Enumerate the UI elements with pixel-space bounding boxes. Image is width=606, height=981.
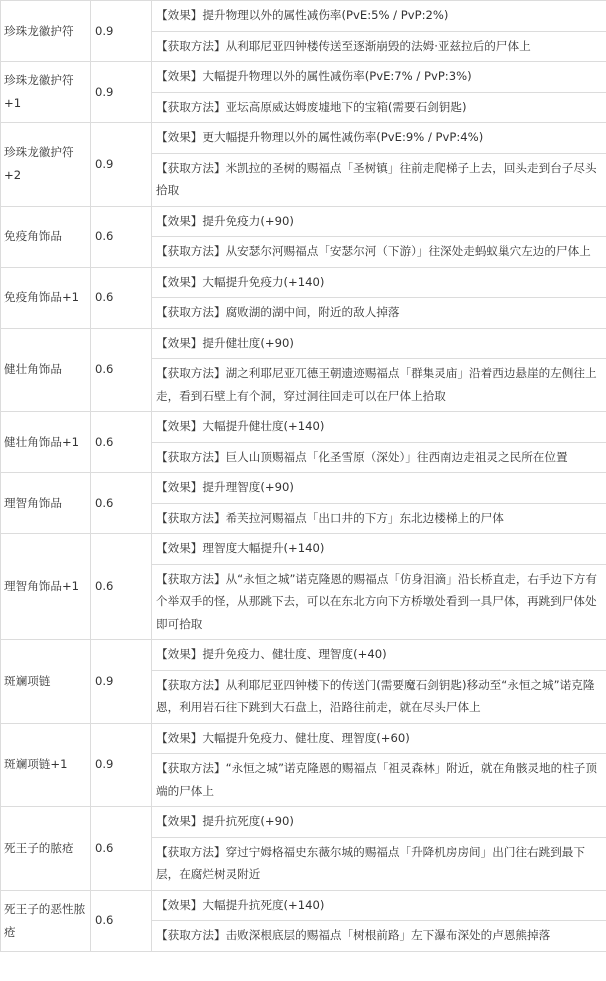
item-name-cell: 免疫角饰品: [1, 206, 91, 267]
obtain-method-cell: 【获取方法】亚坛高原威达姆废墟地下的宝箱(需要石剑钥匙): [152, 92, 606, 123]
item-weight-cell: 0.6: [91, 206, 152, 267]
item-weight-cell: 0.6: [91, 412, 152, 473]
item-name-cell: 死王子的脓疮: [1, 807, 91, 891]
obtain-method-cell: 【获取方法】巨人山顶赐福点「化圣雪原（深处）」往西南边走祖灵之民所在位置: [152, 442, 606, 473]
item-weight-cell: 0.9: [91, 723, 152, 807]
table-row: [1, 412, 606, 443]
table-row: [1, 473, 606, 504]
obtain-method-cell: 【获取方法】从利耶尼亚四钟楼下的传送门(需要魔石剑钥匙)移动至“永恒之城”诺克隆恩，利用岩石往下跳到大石盘上，沿路往前走，就在尽头尸体上: [152, 670, 606, 723]
obtain-method-cell: 【获取方法】从安瑟尔河赐福点「安瑟尔河（下游）」往深处走蚂蚁巢穴左边的尸体上: [152, 237, 606, 268]
effect-cell: 【效果】提升物理以外的属性减伤率(PvE:5% / PvP:2%): [152, 1, 606, 32]
item-weight-cell: 0.9: [91, 123, 152, 207]
item-weight-cell: 0.6: [91, 534, 152, 640]
obtain-method-cell: 【获取方法】湖之利耶尼亚兀德王朝遗迹赐福点「群集灵庙」沿着西边悬崖的左侧往上走，看到石壁上有个洞，穿过洞往回走可以在尸体上拾取: [152, 359, 606, 412]
table-row: [1, 890, 606, 921]
item-name-cell: 珍珠龙徽护符+1: [1, 62, 91, 123]
item-name-cell: 健壮角饰品+1: [1, 412, 91, 473]
effect-cell: 【效果】提升抗死度(+90): [152, 807, 606, 838]
table-row: [1, 328, 606, 359]
obtain-method-cell: 【获取方法】从利耶尼亚四钟楼传送至逐渐崩毁的法姆·亚兹拉后的尸体上: [152, 31, 606, 62]
obtain-method-cell: 【获取方法】“永恒之城”诺克隆恩的赐福点「祖灵森林」附近，就在角骸灵地的柱子顶端的尸体上: [152, 754, 606, 807]
effect-cell: 【效果】提升免疫力(+90): [152, 206, 606, 237]
item-weight-cell: 0.6: [91, 890, 152, 951]
effect-cell: 【效果】大幅提升免疫力(+140): [152, 267, 606, 298]
effect-cell: 【效果】理智度大幅提升(+140): [152, 534, 606, 565]
table-row: [1, 62, 606, 93]
obtain-method-cell: 【获取方法】希芙拉河赐福点「出口井的下方」东北边楼梯上的尸体: [152, 503, 606, 534]
table-row: [1, 206, 606, 237]
item-name-cell: 死王子的恶性脓疮: [1, 890, 91, 951]
obtain-method-cell: 【获取方法】从“永恒之城”诺克隆恩的赐福点「仿身泪滴」沿长桥直走，右手边下方有个举双手的怪，从那跳下去，可以在东北方向下方桥墩处看到一具尸体，再跳到尸体处即可拾取: [152, 564, 606, 640]
effect-cell: 【效果】大幅提升物理以外的属性减伤率(PvE:7% / PvP:3%): [152, 62, 606, 93]
item-name-cell: 珍珠龙徽护符+2: [1, 123, 91, 207]
talisman-table-body: [1, 1, 606, 952]
table-row: [1, 267, 606, 298]
item-weight-cell: 0.6: [91, 807, 152, 891]
obtain-method-cell: 【获取方法】米凯拉的圣树的赐福点「圣树镇」往前走爬梯子上去，回头走到台子尽头拾取: [152, 153, 606, 206]
table-row: [1, 1, 606, 32]
effect-cell: 【效果】大幅提升免疫力、健壮度、理智度(+60): [152, 723, 606, 754]
table-row: [1, 640, 606, 671]
effect-cell: 【效果】大幅提升抗死度(+140): [152, 890, 606, 921]
item-name-cell: 健壮角饰品: [1, 328, 91, 412]
item-name-cell: 免疫角饰品+1: [1, 267, 91, 328]
item-name-cell: 理智角饰品: [1, 473, 91, 534]
effect-cell: 【效果】提升理智度(+90): [152, 473, 606, 504]
effect-cell: 【效果】提升免疫力、健壮度、理智度(+40): [152, 640, 606, 671]
item-weight-cell: 0.9: [91, 1, 152, 62]
table-row: [1, 807, 606, 838]
table-row: [1, 534, 606, 565]
item-weight-cell: 0.9: [91, 640, 152, 724]
effect-cell: 【效果】提升健壮度(+90): [152, 328, 606, 359]
item-name-cell: 斑斓项链: [1, 640, 91, 724]
table-row: [1, 123, 606, 154]
table-row: [1, 723, 606, 754]
effect-cell: 【效果】大幅提升健壮度(+140): [152, 412, 606, 443]
obtain-method-cell: 【获取方法】穿过宁姆格福史东薇尔城的赐福点「升降机房房间」出门往右跳到最下层，在腐烂树灵附近: [152, 837, 606, 890]
effect-cell: 【效果】更大幅提升物理以外的属性减伤率(PvE:9% / PvP:4%): [152, 123, 606, 154]
obtain-method-cell: 【获取方法】击败深根底层的赐福点「树根前路」左下瀑布深处的卢恩熊掉落: [152, 921, 606, 952]
item-weight-cell: 0.6: [91, 328, 152, 412]
item-weight-cell: 0.6: [91, 267, 152, 328]
item-weight-cell: 0.6: [91, 473, 152, 534]
item-name-cell: 理智角饰品+1: [1, 534, 91, 640]
obtain-method-cell: 【获取方法】腐败湖的湖中间，附近的敌人掉落: [152, 298, 606, 329]
item-weight-cell: 0.9: [91, 62, 152, 123]
item-name-cell: 珍珠龙徽护符: [1, 1, 91, 62]
item-name-cell: 斑斓项链+1: [1, 723, 91, 807]
